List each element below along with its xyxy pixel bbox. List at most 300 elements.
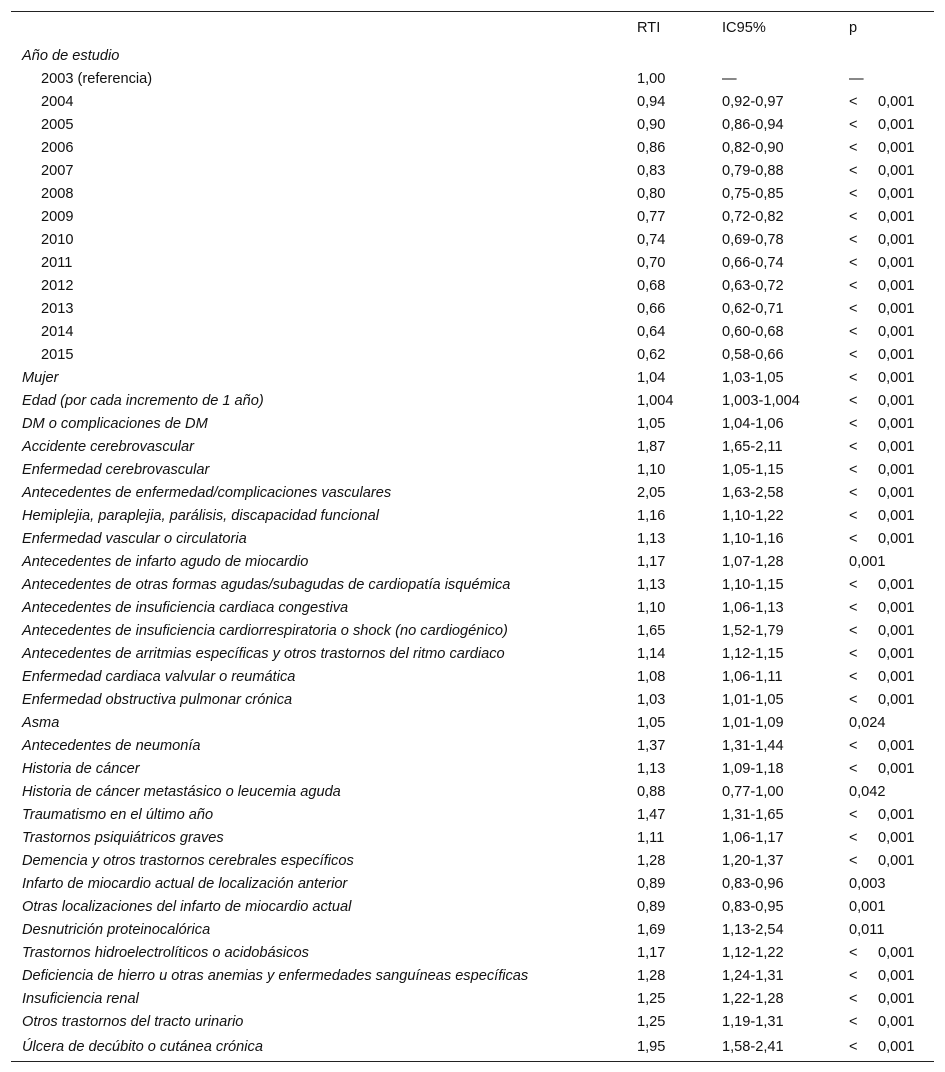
row-p-cell <box>849 780 934 803</box>
p-value: 0,001 <box>878 507 915 524</box>
row-label: Historia de cáncer <box>22 760 140 777</box>
row-rti: 0,86 <box>637 139 666 156</box>
row-ic95: 0,83-0,95 <box>722 898 784 915</box>
row-ic95: 1,31-1,44 <box>722 737 784 754</box>
row-rti: 1,13 <box>637 530 666 547</box>
p-value: 0,001 <box>878 438 915 455</box>
p-less-than: < <box>849 645 858 662</box>
row-ic95: 1,04-1,06 <box>722 415 784 432</box>
table-row <box>11 366 934 389</box>
header-rti: RTI <box>637 20 661 36</box>
row-rti: 1,65 <box>637 622 666 639</box>
row-rti: 1,47 <box>637 806 666 823</box>
row-ic95: 1,22-1,28 <box>722 990 784 1007</box>
p-less-than: < <box>849 208 858 225</box>
table-row <box>11 941 934 964</box>
p-less-than: < <box>849 323 858 340</box>
row-rti: 1,17 <box>637 944 666 961</box>
row-p-cell <box>849 113 934 136</box>
p-value: 0,001 <box>849 553 886 570</box>
row-ic95: 1,20-1,37 <box>722 852 784 869</box>
row-ic95: 1,19-1,31 <box>722 1013 784 1030</box>
table-row <box>11 596 934 619</box>
table-row <box>11 987 934 1010</box>
p-value: 0,024 <box>849 714 886 731</box>
p-less-than: < <box>849 392 858 409</box>
row-rti: 0,74 <box>637 231 666 248</box>
row-rti: 1,25 <box>637 990 666 1007</box>
row-ic95: 0,58-0,66 <box>722 346 784 363</box>
row-rti: 0,80 <box>637 185 666 202</box>
table-row <box>11 274 934 297</box>
row-rti: 0,94 <box>637 93 666 110</box>
table-row <box>11 550 934 573</box>
p-less-than: < <box>849 622 858 639</box>
p-value: 0,042 <box>849 783 886 800</box>
row-ic95: 1,10-1,22 <box>722 507 784 524</box>
table-row <box>11 90 934 113</box>
row-rti: 1,11 <box>637 829 665 846</box>
p-less-than: < <box>849 668 858 685</box>
row-rti: 1,28 <box>637 852 666 869</box>
row-p-cell <box>849 251 934 274</box>
row-ic95: 0,60-0,68 <box>722 323 784 340</box>
row-ic95: 1,03-1,05 <box>722 369 784 386</box>
row-rti: 1,13 <box>637 760 666 777</box>
p-value: 0,001 <box>878 829 915 846</box>
row-p-cell <box>849 803 934 826</box>
header-row <box>11 12 934 45</box>
p-less-than: < <box>849 369 858 386</box>
table-row <box>11 458 934 481</box>
row-ic95: — <box>722 70 737 87</box>
p-value: 0,001 <box>878 346 915 363</box>
row-rti: 0,66 <box>637 300 666 317</box>
row-ic95: 1,63-2,58 <box>722 484 784 501</box>
p-value: 0,001 <box>878 806 915 823</box>
p-value: 0,003 <box>849 875 886 892</box>
p-value: 0,001 <box>878 139 915 156</box>
row-label: Otros trastornos del tracto urinario <box>22 1013 244 1030</box>
p-value: 0,001 <box>878 231 915 248</box>
table-row <box>11 320 934 343</box>
p-value: 0,001 <box>878 323 915 340</box>
p-value: 0,001 <box>878 208 915 225</box>
p-less-than: < <box>849 530 858 547</box>
p-value: 0,001 <box>878 622 915 639</box>
row-rti: 1,13 <box>637 576 666 593</box>
table-row <box>11 665 934 688</box>
p-less-than: < <box>849 1013 858 1030</box>
row-label: Desnutrición proteinocalórica <box>22 921 211 938</box>
table-row <box>11 297 934 320</box>
p-value: 0,001 <box>878 530 915 547</box>
row-p-cell <box>849 228 934 251</box>
row-p-cell <box>849 757 934 780</box>
row-ic95: 1,06-1,11 <box>722 668 783 685</box>
row-ic95: 1,05-1,15 <box>722 461 784 478</box>
p-value: 0,001 <box>878 737 915 754</box>
row-ic95: 1,12-1,22 <box>722 944 784 961</box>
row-p-cell <box>849 366 934 389</box>
table-row <box>11 228 934 251</box>
row-p-cell <box>849 458 934 481</box>
row-rti: 1,10 <box>637 461 666 478</box>
row-rti: 0,89 <box>637 898 666 915</box>
p-less-than: < <box>849 484 858 501</box>
p-value: 0,001 <box>878 576 915 593</box>
p-value: 0,001 <box>878 392 915 409</box>
p-less-than: < <box>849 507 858 524</box>
row-ic95: 1,003-1,004 <box>722 392 800 409</box>
table-row <box>11 527 934 550</box>
p-value: 0,001 <box>878 668 915 685</box>
row-rti: 0,68 <box>637 277 666 294</box>
row-label: Traumatismo en el último año <box>22 806 214 823</box>
table-row <box>11 412 934 435</box>
row-p-cell <box>849 504 934 527</box>
table-row <box>11 803 934 826</box>
row-label: Antecedentes de infarto agudo de miocardio <box>22 553 309 570</box>
p-less-than: < <box>849 162 858 179</box>
p-value: 0,001 <box>878 760 915 777</box>
p-value: 0,001 <box>878 415 915 432</box>
row-label: Año de estudio <box>22 47 120 64</box>
table-row <box>11 1010 934 1033</box>
row-label: Edad (por cada incremento de 1 año) <box>22 392 264 409</box>
results-table <box>11 11 934 1062</box>
row-label: 2013 <box>41 300 74 317</box>
row-p-cell <box>849 297 934 320</box>
p-value: 0,001 <box>878 116 915 133</box>
row-label: Enfermedad cardiaca valvular o reumática <box>22 668 296 685</box>
row-p-cell <box>849 274 934 297</box>
table-row <box>11 67 934 90</box>
table-row <box>11 389 934 412</box>
row-ic95: 1,10-1,16 <box>722 530 784 547</box>
row-label: Antecedentes de insuficiencia cardiaca congestiva <box>22 599 349 616</box>
row-ic95: 0,86-0,94 <box>722 116 784 133</box>
row-p-cell <box>849 159 934 182</box>
p-value: — <box>849 70 864 87</box>
table-header <box>11 12 934 45</box>
row-ic95: 0,66-0,74 <box>722 254 784 271</box>
p-value: 0,001 <box>878 645 915 662</box>
row-rti: 1,69 <box>637 921 666 938</box>
results-table-container <box>11 11 934 1062</box>
p-less-than: < <box>849 300 858 317</box>
row-ic95: 1,09-1,18 <box>722 760 784 777</box>
row-p-cell <box>849 688 934 711</box>
row-p-cell <box>849 527 934 550</box>
p-value: 0,001 <box>878 185 915 202</box>
row-label: 2006 <box>41 139 74 156</box>
p-less-than: < <box>849 185 858 202</box>
row-ic95: 0,75-0,85 <box>722 185 784 202</box>
row-label: Trastornos hidroelectrolíticos o acidobásicos <box>22 944 309 961</box>
row-p-cell <box>849 550 934 573</box>
p-value: 0,001 <box>878 461 915 478</box>
row-rti: 0,88 <box>637 783 666 800</box>
p-less-than: < <box>849 806 858 823</box>
row-label: 2014 <box>41 323 74 340</box>
row-label: Úlcera de decúbito o cutánea crónica <box>22 1038 263 1055</box>
row-label: Antecedentes de insuficiencia cardiorrespiratoria o shock (no cardiogénico) <box>22 622 508 639</box>
p-less-than: < <box>849 415 858 432</box>
row-ic95: 1,24-1,31 <box>722 967 784 984</box>
p-value: 0,001 <box>878 691 915 708</box>
row-p-cell <box>849 596 934 619</box>
row-p-cell <box>849 895 934 918</box>
row-label: 2004 <box>41 93 74 110</box>
row-ic95: 1,52-1,79 <box>722 622 784 639</box>
table-row <box>11 711 934 734</box>
row-p-cell <box>849 987 934 1010</box>
row-label: 2012 <box>41 277 74 294</box>
row-ic95: 0,79-0,88 <box>722 162 784 179</box>
row-label: 2009 <box>41 208 74 225</box>
row-rti: 1,03 <box>637 691 666 708</box>
p-less-than: < <box>849 691 858 708</box>
table-row <box>11 343 934 366</box>
row-p-cell <box>849 964 934 987</box>
p-less-than: < <box>849 254 858 271</box>
row-p-cell <box>849 412 934 435</box>
p-value: 0,001 <box>878 484 915 501</box>
row-rti: 1,87 <box>637 438 666 455</box>
table-row <box>11 136 934 159</box>
row-ic95: 1,06-1,17 <box>722 829 784 846</box>
p-value: 0,001 <box>878 369 915 386</box>
row-p-cell <box>849 849 934 872</box>
row-ic95: 1,65-2,11 <box>722 438 783 455</box>
row-ic95: 0,92-0,97 <box>722 93 784 110</box>
row-rti: 0,70 <box>637 254 666 271</box>
p-value: 0,001 <box>878 254 915 271</box>
row-p-cell <box>849 67 934 90</box>
row-label: Hemiplejia, paraplejia, parálisis, discapacidad funcional <box>22 507 379 524</box>
row-ic95: 0,62-0,71 <box>722 300 784 317</box>
table-row <box>11 895 934 918</box>
table-row <box>11 573 934 596</box>
row-rti: 1,16 <box>637 507 666 524</box>
p-value: 0,001 <box>878 162 915 179</box>
p-less-than: < <box>849 438 858 455</box>
p-less-than: < <box>849 231 858 248</box>
p-less-than: < <box>849 737 858 754</box>
p-value: 0,001 <box>878 300 915 317</box>
row-ic95: 1,12-1,15 <box>722 645 784 662</box>
p-less-than: < <box>849 967 858 984</box>
table-row <box>11 159 934 182</box>
row-label: Historia de cáncer metastásico o leucemia aguda <box>22 783 341 800</box>
row-rti: 0,90 <box>637 116 666 133</box>
row-p-cell <box>849 435 934 458</box>
p-less-than: < <box>849 829 858 846</box>
table-row <box>11 44 934 67</box>
table-row <box>11 435 934 458</box>
table-row <box>11 918 934 941</box>
row-p-cell <box>849 642 934 665</box>
row-rti: 1,004 <box>637 392 674 409</box>
p-value: 0,011 <box>849 921 885 938</box>
row-rti: 1,37 <box>637 737 666 754</box>
row-rti: 1,08 <box>637 668 666 685</box>
row-ic95: 0,69-0,78 <box>722 231 784 248</box>
row-ic95: 1,06-1,13 <box>722 599 784 616</box>
row-rti: 1,04 <box>637 369 666 386</box>
row-p-cell <box>849 941 934 964</box>
p-less-than: < <box>849 852 858 869</box>
table-row <box>11 757 934 780</box>
row-rti: 2,05 <box>637 484 666 501</box>
table-row <box>11 619 934 642</box>
row-label: Antecedentes de enfermedad/complicaciones vasculares <box>22 484 392 501</box>
table-row <box>11 251 934 274</box>
p-value: 0,001 <box>878 1038 915 1055</box>
row-p-cell <box>849 711 934 734</box>
row-p-cell <box>849 734 934 757</box>
row-rti: 0,62 <box>637 346 666 363</box>
row-ic95: 0,63-0,72 <box>722 277 784 294</box>
row-rti: 1,95 <box>637 1038 666 1055</box>
table-row <box>11 849 934 872</box>
p-less-than: < <box>849 116 858 133</box>
p-value: 0,001 <box>878 1013 915 1030</box>
row-p-cell <box>849 343 934 366</box>
row-ic95: 0,83-0,96 <box>722 875 784 892</box>
header-p: p <box>849 20 858 36</box>
row-rti <box>637 44 722 67</box>
row-ic95: 1,01-1,09 <box>722 714 784 731</box>
row-label: 2015 <box>41 346 74 363</box>
p-less-than: < <box>849 461 858 478</box>
row-label: Asma <box>22 714 60 731</box>
row-rti: 1,05 <box>637 714 666 731</box>
row-p-cell <box>849 44 934 67</box>
table-row <box>11 964 934 987</box>
p-less-than: < <box>849 599 858 616</box>
row-p-cell <box>849 665 934 688</box>
row-ic95: 1,31-1,65 <box>722 806 784 823</box>
row-ic95: 1,10-1,15 <box>722 576 784 593</box>
table-row <box>11 205 934 228</box>
row-p-cell <box>849 136 934 159</box>
table-row <box>11 182 934 205</box>
row-label: Deficiencia de hierro u otras anemias y enfermedades sanguíneas específicas <box>22 967 529 984</box>
row-label: Antecedentes de otras formas agudas/subagudas de cardiopatía isquémica <box>22 576 511 593</box>
row-ic95: 0,77-1,00 <box>722 783 784 800</box>
p-value: 0,001 <box>849 898 886 915</box>
p-value: 0,001 <box>878 967 915 984</box>
row-label: DM o complicaciones de DM <box>22 415 208 432</box>
row-p-cell <box>849 573 934 596</box>
table-row <box>11 504 934 527</box>
row-p-cell <box>849 320 934 343</box>
row-rti: 1,00 <box>637 70 666 87</box>
row-ic95: 1,13-2,54 <box>722 921 784 938</box>
row-label: 2003 (referencia) <box>41 70 153 87</box>
row-ic95: 0,82-0,90 <box>722 139 784 156</box>
table-row <box>11 481 934 504</box>
row-rti: 0,77 <box>637 208 666 225</box>
row-ic95: 1,07-1,28 <box>722 553 784 570</box>
row-label: Infarto de miocardio actual de localización anterior <box>22 875 348 892</box>
row-p-cell <box>849 1010 934 1033</box>
p-less-than: < <box>849 944 858 961</box>
table-row <box>11 688 934 711</box>
row-ic95 <box>722 44 849 67</box>
row-label: Mujer <box>22 369 59 386</box>
table-row <box>11 734 934 757</box>
p-less-than: < <box>849 93 858 110</box>
row-label: Insuficiencia renal <box>22 990 139 1007</box>
row-ic95: 0,72-0,82 <box>722 208 784 225</box>
row-label: Antecedentes de arritmias específicas y otros trastornos del ritmo cardiaco <box>22 645 505 662</box>
row-label: 2005 <box>41 116 74 133</box>
header-label <box>11 12 637 45</box>
row-rti: 0,64 <box>637 323 666 340</box>
row-rti: 0,83 <box>637 162 666 179</box>
table-row <box>11 872 934 895</box>
table-row <box>11 780 934 803</box>
p-less-than: < <box>849 277 858 294</box>
row-rti: 0,89 <box>637 875 666 892</box>
p-value: 0,001 <box>878 599 915 616</box>
row-label: 2010 <box>41 231 74 248</box>
table-row <box>11 1033 934 1061</box>
row-label: Trastornos psiquiátricos graves <box>22 829 224 846</box>
row-p-cell <box>849 918 934 941</box>
row-rti: 1,05 <box>637 415 666 432</box>
table-row <box>11 826 934 849</box>
row-label: Enfermedad vascular o circulatoria <box>22 530 247 547</box>
row-label: Accidente cerebrovascular <box>22 438 194 455</box>
p-value: 0,001 <box>878 852 915 869</box>
row-rti: 1,28 <box>637 967 666 984</box>
p-value: 0,001 <box>878 990 915 1007</box>
row-label: 2011 <box>41 254 73 271</box>
p-value: 0,001 <box>878 277 915 294</box>
row-ic95: 1,58-2,41 <box>722 1038 784 1055</box>
p-less-than: < <box>849 990 858 1007</box>
p-value: 0,001 <box>878 944 915 961</box>
row-label: 2007 <box>41 162 74 179</box>
row-label: Antecedentes de neumonía <box>22 737 201 754</box>
row-rti: 1,25 <box>637 1013 666 1030</box>
row-ic95: 1,01-1,05 <box>722 691 784 708</box>
row-p-cell <box>849 182 934 205</box>
row-p-cell <box>849 872 934 895</box>
header-ic95: IC95% <box>722 20 766 36</box>
p-value: 0,001 <box>878 93 915 110</box>
row-rti: 1,10 <box>637 599 666 616</box>
row-label: Enfermedad obstructiva pulmonar crónica <box>22 691 293 708</box>
p-less-than: < <box>849 139 858 156</box>
row-p-cell <box>849 90 934 113</box>
table-row <box>11 642 934 665</box>
row-label: Demencia y otros trastornos cerebrales específicos <box>22 852 354 869</box>
row-label: Enfermedad cerebrovascular <box>22 461 210 478</box>
table-row <box>11 113 934 136</box>
p-less-than: < <box>849 346 858 363</box>
row-p-cell <box>849 205 934 228</box>
p-less-than: < <box>849 760 858 777</box>
row-p-cell <box>849 389 934 412</box>
row-p-cell <box>849 826 934 849</box>
row-p-cell <box>849 481 934 504</box>
p-less-than: < <box>849 1038 858 1055</box>
